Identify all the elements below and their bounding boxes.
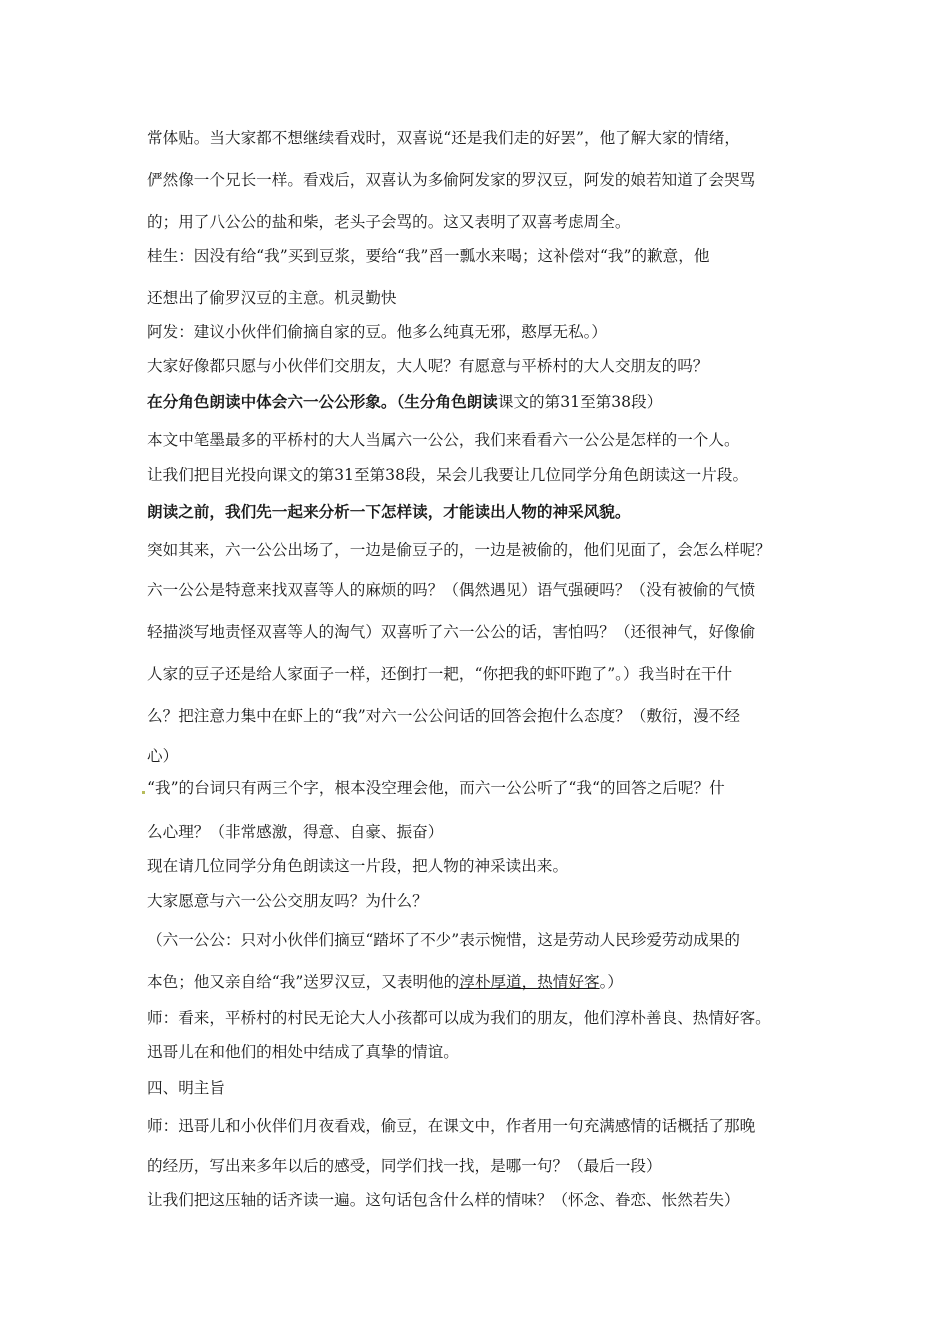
underlined-text: 淳朴厚道，热情好客 — [459, 973, 600, 991]
text-line: 阿发：建议小伙伴们偷摘自家的豆。他多么纯真无邪，憨厚无私。） — [147, 323, 608, 341]
text-line: 么心理？（非常感激，得意、自豪、振奋） — [147, 823, 444, 841]
text-line: 轻描淡写地责怪双喜等人的淘气）双喜听了六一公公的话，害怕吗？（还很神气，好像偷 — [147, 623, 756, 641]
bold-heading: 朗读之前，我们先一起来分析一下怎样读，才能读出人物的神采风貌。 — [147, 502, 631, 521]
bold-heading: 在分角色朗读中体会六一公公形象。（生分角色朗读 — [147, 392, 498, 411]
text-line: 俨然像一个兄长一样。看戏后，双喜认为多偷阿发家的罗汉豆，阿发的娘若知道了会哭骂 — [147, 171, 756, 189]
text-line: 师：迅哥儿和小伙伴们月夜看戏，偷豆，在课文中，作者用一句充满感情的话概括了那晚 — [147, 1117, 756, 1135]
text-line: 人家的豆子还是给人家面子一样，还倒打一耙，“你把我的虾吓跑了”。）我当时在干什 — [147, 665, 733, 683]
text-line: 的；用了八公公的盐和柴，老头子会骂的。这又表明了双喜考虑周全。 — [147, 213, 631, 231]
text-line: 心） — [147, 747, 179, 765]
text-line: 让我们把这压轴的话齐读一遍。这句话包含什么样的情味？（怀念、眷恋、怅然若失） — [147, 1191, 740, 1209]
text-line: 桂生：因没有给“我”买到豆浆，要给“我”舀一瓢水来喝；这补偿对“我”的歉意，他 — [147, 247, 710, 265]
marker-dot — [142, 791, 145, 794]
text-line: （六一公公：只对小伙伴们摘豆“踏坏了不少”表示惋惜，这是劳动人民珍爱劳动成果的 — [147, 931, 740, 949]
text-line: 突如其来，六一公公出场了，一边是偷豆子的，一边是被偷的，他们见面了，会怎么样呢？ — [147, 541, 771, 559]
text-line: 师：看来，平桥村的村民无论大人小孩都可以成为我们的朋友，他们淳朴善良、热情好客。 — [147, 1009, 771, 1027]
text-line: 大家好像都只愿与小伙伴们交朋友，大人呢？有愿意与平桥村的大人交朋友的吗？ — [147, 357, 709, 375]
text-line: 让我们把目光投向课文的第31至第38段，呆会儿我要让几位同学分角色朗读这一片段。 — [147, 466, 749, 484]
text-line: 大家愿意与六一公公交朋友吗？为什么？ — [147, 892, 428, 910]
text-line: “我”的台词只有两三个字，根本没空理会他，而六一公公听了“我“的回答之后呢？什 — [147, 779, 725, 797]
section-heading: 四、明主旨 — [147, 1079, 225, 1097]
text-span: 课文的第31至第38段） — [497, 393, 663, 411]
text-span: 。） — [599, 973, 623, 991]
text-span: 本色；他又亲自给“我”送罗汉豆，又表明他的 — [147, 973, 460, 991]
text-line: 的经历，写出来多年以后的感受，同学们找一找，是哪一句？（最后一段） — [147, 1157, 662, 1175]
text-line: 迅哥儿在和他们的相处中结成了真挚的情谊。 — [147, 1043, 459, 1061]
text-line: 还想出了偷罗汉豆的主意。机灵勤快 — [147, 289, 397, 307]
text-line: 么？把注意力集中在虾上的“我”对六一公公问话的回答会抱什么态度？（敷衍，漫不经 — [147, 707, 740, 725]
text-line — [147, 972, 623, 992]
text-line: 本文中笔墨最多的平桥村的大人当属六一公公，我们来看看六一公公是怎样的一个人。 — [147, 431, 740, 449]
text-line: 常体贴。当大家都不想继续看戏时，双喜说“还是我们走的好罢”，他了解大家的情绪， — [147, 129, 740, 147]
text-line: 六一公公是特意来找双喜等人的麻烦的吗？（偶然遇见）语气强硬吗？（没有被偷的气愤 — [147, 581, 756, 599]
text-line — [147, 392, 662, 412]
text-line: 现在请几位同学分角色朗读这一片段，把人物的神采读出来。 — [147, 857, 569, 875]
